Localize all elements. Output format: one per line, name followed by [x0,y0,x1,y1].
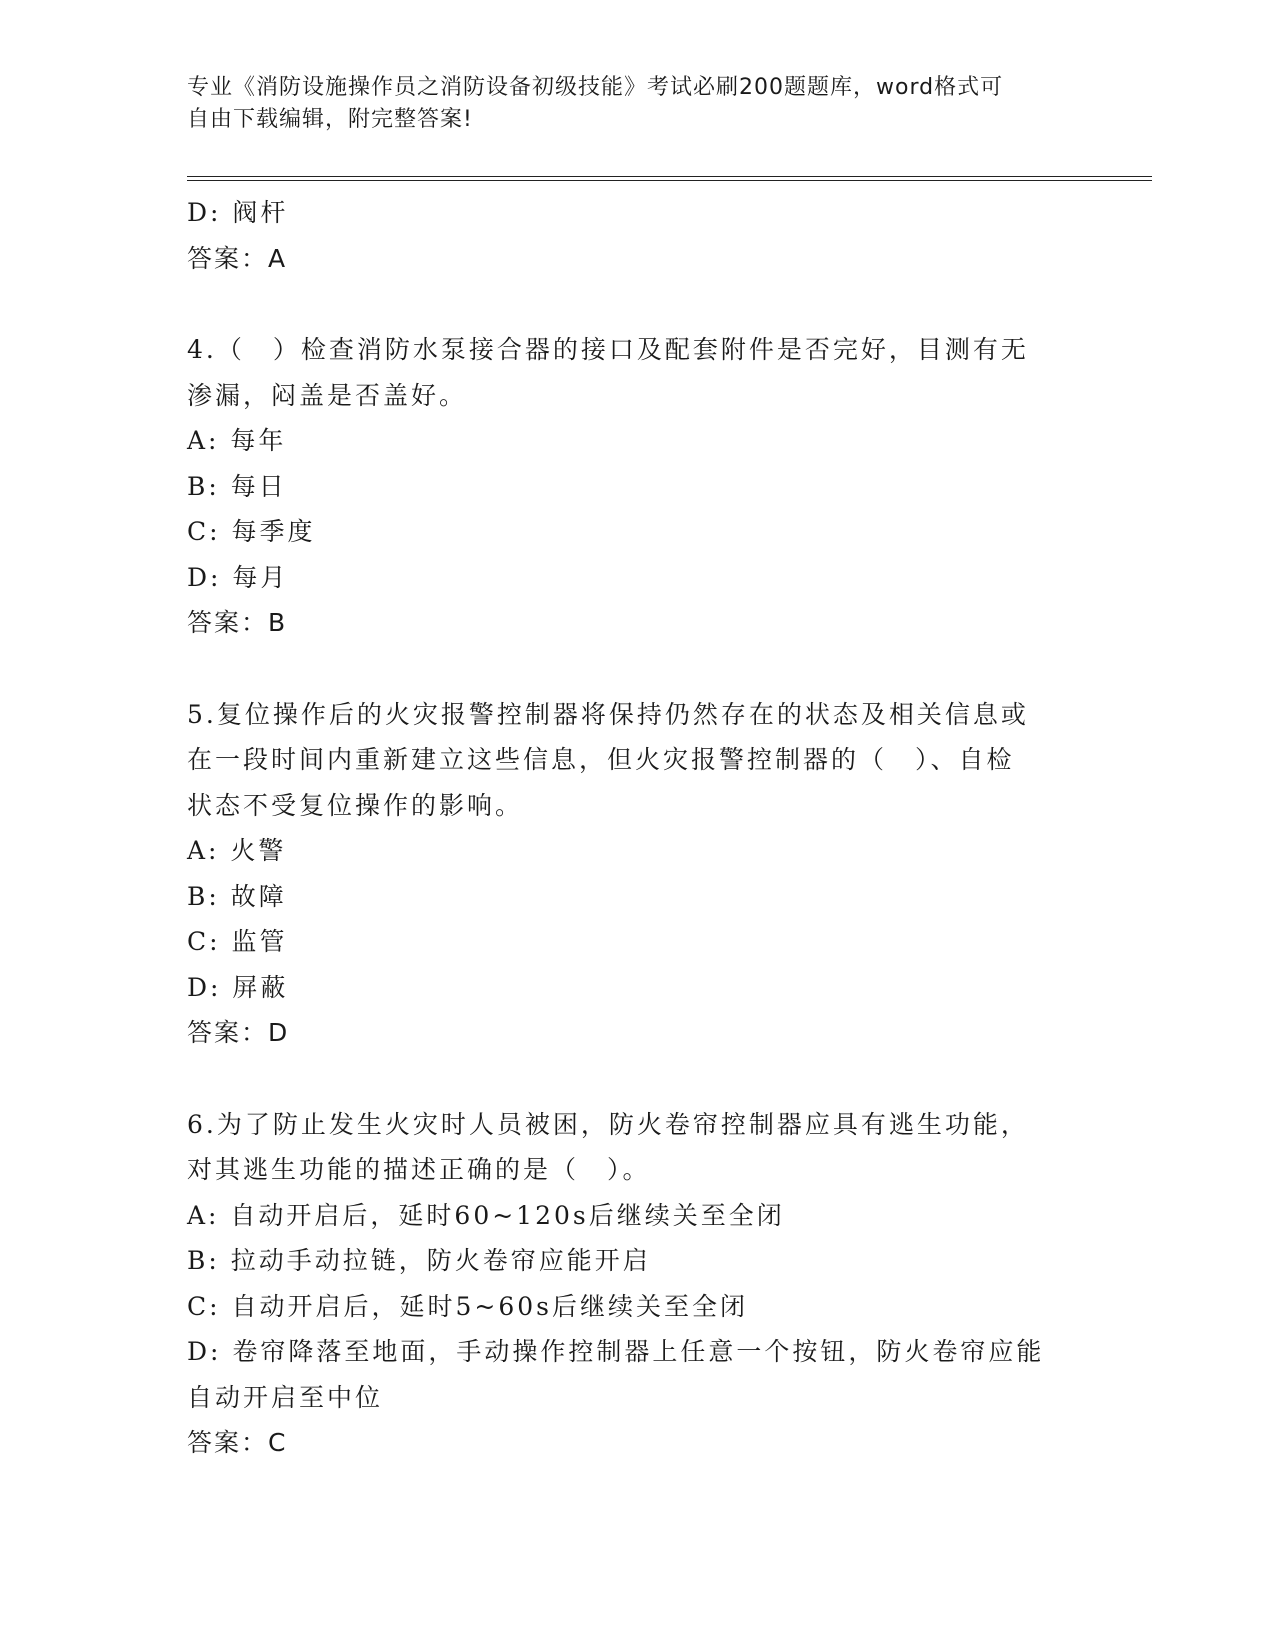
option-b: B: 拉动手动拉链，防火卷帘应能开启 [187,1246,651,1275]
spacer [187,1056,1077,1102]
option-a: A: 自动开启后，延时60~120s后继续关至全闭 [187,1200,785,1230]
question-text-line: 5.复位操作后的火灾报警控制器将保持仍然存在的状态及相关信息或 [187,699,1029,729]
question-6 [187,1102,1077,1466]
question-text-line: 对其逃生功能的描述正确的是（ ）。 [187,1155,651,1184]
option-d: D: 每月 [187,562,289,592]
question-text-line: 4.（ ）检查消防水泵接合器的接口及配套附件是否完好，目测有无 [187,335,1029,364]
option-d: D: 阀杆 [187,198,289,227]
option-c: C: 每季度 [187,517,316,546]
spacer [187,646,1077,692]
question-text-line: 渗漏，闷盖是否盖好。 [187,380,468,410]
question-5 [187,692,1077,1056]
answer-line: 答案：B [187,608,288,637]
option-a: A: 每年 [187,426,287,455]
option-d: D: 屏蔽 [187,972,289,1002]
option-c: C: 自动开启后，延时5~60s后继续关至全闭 [187,1291,748,1321]
spacer [187,281,1077,327]
document-body [187,190,1077,1466]
option-b: B: 每日 [187,471,287,501]
answer-line: 答案：D [187,1018,290,1047]
option-a: A: 火警 [187,836,287,865]
page-header [187,72,1067,136]
option-b: B: 故障 [187,881,287,911]
option-d: D: 卷帘降落至地面，手动操作控制器上任意一个按钮，防火卷帘应能 [187,1337,1045,1366]
question-text-line: 状态不受复位操作的影响。 [187,790,524,820]
question-4 [187,327,1077,646]
answer-line: 答案：C [187,1428,288,1457]
option-d-continuation: 自动开启至中位 [187,1382,384,1412]
option-c: C: 监管 [187,927,288,956]
question-3-tail [187,190,1077,281]
question-text-line: 在一段时间内重新建立这些信息，但火灾报警控制器的（ ）、自检 [187,745,1015,774]
header-line-1: 专业《消防设施操作员之消防设备初级技能》考试必刷200题题库，word格式可 [187,75,1004,100]
header-divider [187,176,1152,181]
question-text-line: 6.为了防止发生火灾时人员被困，防火卷帘控制器应具有逃生功能， [187,1109,1029,1139]
header-line-2: 自由下载编辑，附完整答案! [187,107,473,132]
answer-line: 答案：A [187,243,288,273]
